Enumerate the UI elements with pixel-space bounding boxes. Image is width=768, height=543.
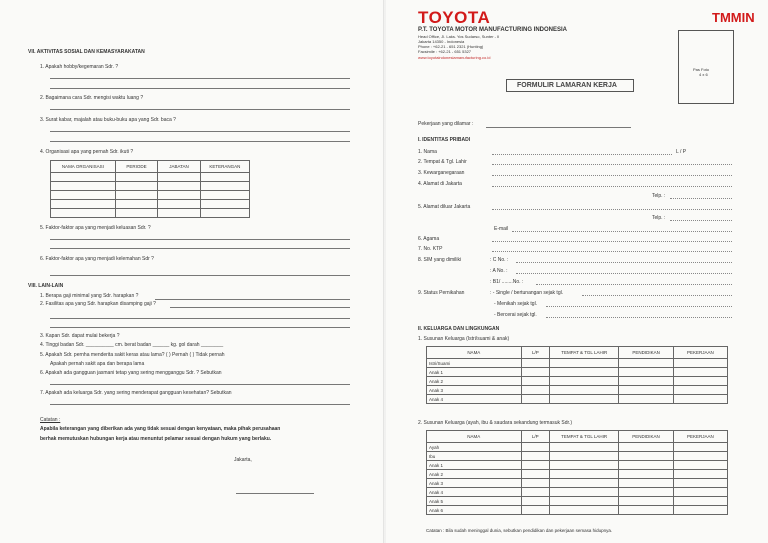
field-religion-label: 6. Agama bbox=[418, 236, 440, 242]
family-table-2 bbox=[426, 430, 728, 515]
tmmin-logo: TMMIN bbox=[712, 10, 755, 25]
table-row[interactable] bbox=[427, 497, 728, 506]
field-name-label: 1. Nama bbox=[418, 149, 437, 155]
family-table-1 bbox=[426, 346, 728, 404]
table-row[interactable] bbox=[51, 173, 250, 182]
question-height-weight: 4. Tinggi badan Sdr. __________ cm. berat badan ______ kg. gol darah ________ bbox=[40, 342, 224, 348]
question-family-health: 7. Apakah ada keluarga Sdr. yang sering menderapat gangguan kesehatan? Sebutkan bbox=[40, 390, 232, 396]
answer-line[interactable] bbox=[50, 141, 350, 142]
phone-label-1: Telp. : bbox=[652, 193, 666, 199]
table-row[interactable] bbox=[427, 488, 728, 497]
table-row[interactable] bbox=[427, 479, 728, 488]
signature-line[interactable] bbox=[236, 493, 314, 494]
table-row[interactable] bbox=[427, 443, 728, 452]
table-row[interactable] bbox=[51, 209, 250, 218]
email-field[interactable] bbox=[512, 231, 732, 232]
answer-line[interactable] bbox=[50, 318, 350, 319]
footnote: Catatan : Bila sudah meninggal dunia, sebutkan pendidikan dan pekerjaan semasa hidupnya. bbox=[426, 528, 613, 533]
gender-label: L / P bbox=[676, 149, 687, 155]
section-2-title: II. KELUARGA DAN LINGKUNGAN bbox=[418, 326, 500, 332]
row-label: Anak 2 bbox=[427, 470, 522, 479]
photo-label: Pas Foto bbox=[693, 67, 710, 72]
fam1-header-job: PEKERJAAN bbox=[673, 347, 727, 359]
org-header-position: JABATAN bbox=[158, 161, 201, 173]
row-label: Anak 1 bbox=[427, 368, 522, 377]
sim-b-field[interactable] bbox=[536, 284, 732, 285]
field-sim-label: 8. SIM yang dimiliki bbox=[418, 257, 462, 263]
fam2-header-name: NAMA bbox=[427, 431, 522, 443]
email-label: E-mail bbox=[494, 226, 509, 232]
table-row[interactable] bbox=[427, 461, 728, 470]
question-disability: 6. Apakah ada gangguan jasmani tetap yang sering mengganggu Sdr. ? Sebutkan bbox=[40, 370, 222, 376]
organization-table bbox=[50, 160, 250, 218]
fam2-header-birth: TEMPAT & TGL LAHIR bbox=[549, 431, 618, 443]
status-divorced: - Bercerai sejak tgl. bbox=[494, 312, 537, 318]
table-row[interactable] bbox=[427, 377, 728, 386]
field-marital-label: 9. Status Pernikahan bbox=[418, 290, 465, 296]
status-married: - Menikah sejak tgl. bbox=[494, 301, 538, 307]
status-divorced-field[interactable] bbox=[546, 317, 732, 318]
row-label: Anak 1 bbox=[427, 461, 522, 470]
address-line-1: Head Office, Jl. Laks. Yos Sudarso, Sunter - II bbox=[418, 34, 500, 39]
phone-field-1[interactable] bbox=[670, 198, 732, 199]
row-label: Anak 6 bbox=[427, 506, 522, 515]
org-header-note: KETERANGAN bbox=[200, 161, 249, 173]
name-field[interactable] bbox=[492, 154, 672, 155]
row-label: Anak 4 bbox=[427, 488, 522, 497]
website-link[interactable]: www.toyotaindonesiamanufacturing.co.id bbox=[418, 55, 491, 60]
answer-line[interactable] bbox=[50, 239, 350, 240]
table-row[interactable] bbox=[427, 368, 728, 377]
job-applied-field[interactable] bbox=[486, 127, 631, 128]
sim-b-label: : B1/ ........No. : bbox=[490, 279, 524, 285]
field-birth-label: 2. Tempat & Tgl. Lahir bbox=[418, 159, 467, 165]
row-label: Ayah bbox=[427, 443, 522, 452]
question-illness-detail: Apakah pernah sakit apa dan berapa lama bbox=[50, 361, 145, 367]
status-married-field[interactable] bbox=[546, 306, 732, 307]
section-1-title: I. IDENTITAS PRIBADI bbox=[418, 137, 471, 143]
answer-line[interactable] bbox=[50, 275, 350, 276]
answer-line[interactable] bbox=[50, 404, 350, 405]
answer-line[interactable] bbox=[50, 248, 350, 249]
question-organization: 4. Organisasi apa yang pernah Sdr. ikuti ? bbox=[40, 149, 134, 155]
family-1-title: 1. Susunan Keluarga (Istri/suami & anak) bbox=[418, 336, 510, 342]
address-outside-field[interactable] bbox=[492, 209, 732, 210]
fam1-header-name: NAMA bbox=[427, 347, 522, 359]
question-start-date: 3. Kapan Sdr. dapat mulai bekerja ? bbox=[40, 333, 120, 339]
question-illness: 5. Apakah Sdr. pernha menderita sakit keras atau lama? ( ) Pernah ( ) Tidak pernah bbox=[40, 352, 225, 358]
toyota-logo: TOYOTA bbox=[418, 8, 491, 27]
note-title: Catatan : bbox=[40, 417, 61, 423]
phone-field-2[interactable] bbox=[670, 220, 732, 221]
answer-line[interactable] bbox=[155, 299, 350, 300]
field-ktp-label: 7. No. KTP bbox=[418, 246, 443, 252]
field-address-outside-label: 5. Alamat diluar Jakarta bbox=[418, 204, 471, 210]
org-header-period: PERIODE bbox=[115, 161, 158, 173]
row-label: Anak 2 bbox=[427, 377, 522, 386]
field-address-jakarta-label: 4. Alamat di Jakarta bbox=[418, 181, 462, 187]
question-strengths: 5. Faktor-faktor apa yang menjadi keluasan Sdr. ? bbox=[40, 225, 151, 231]
question-min-salary: 1. Berapa gaji minimal yang Sdr. harapkan ? bbox=[40, 293, 139, 299]
question-weaknesses: 6. Faktor-faktor apa yang menjadi kelemahan Sdr ? bbox=[40, 256, 154, 262]
section-8-title: VIII. LAIN-LAIN bbox=[28, 283, 64, 289]
question-free-time: 2. Bagaimana cara Sdr. mengisi waktu luang ? bbox=[40, 95, 144, 101]
sim-a-label: : A No. : bbox=[490, 268, 508, 274]
company-name: P.T. TOYOTA MOTOR MANUFACTURING INDONESIA bbox=[418, 27, 568, 33]
fam2-header-gender: L/P bbox=[521, 431, 549, 443]
answer-line[interactable] bbox=[50, 109, 350, 110]
address-line-3: Phone : +62-21 - 651 2321 (Hunting) bbox=[418, 44, 484, 49]
address-jakarta-field[interactable] bbox=[492, 186, 732, 187]
address-line-4: Facsimile : +62-21 - 651 5327 bbox=[418, 49, 472, 54]
form-title: FORMULIR LAMARAN KERJA bbox=[517, 82, 617, 89]
fam2-header-job: PEKERJAAN bbox=[673, 431, 727, 443]
section-7-title: VII. AKTIVITAS SOSIAL DAN KEMASYARAKATAN bbox=[28, 49, 145, 55]
ktp-field[interactable] bbox=[492, 251, 732, 252]
table-row[interactable] bbox=[427, 506, 728, 515]
fam2-header-education: PENDIDIKAN bbox=[619, 431, 673, 443]
row-label: Anak 3 bbox=[427, 386, 522, 395]
photo-size: 4 x 6 bbox=[699, 72, 708, 77]
answer-line[interactable] bbox=[170, 307, 350, 308]
table-row[interactable] bbox=[51, 191, 250, 200]
table-row[interactable] bbox=[427, 359, 728, 368]
note-line-1: Apabila keterangan yang diberikan ada yang tidak sesuai dengan kenyataan, maka pihak perusahaan bbox=[40, 426, 281, 432]
page-right bbox=[386, 0, 768, 543]
table-row[interactable] bbox=[427, 386, 728, 395]
question-facilities: 2. Fasilitas apa yang Sdr. harapkan disamping gaji ? bbox=[40, 301, 156, 307]
address-line-2: Jakarta 14350 - Indonesia bbox=[418, 39, 465, 44]
org-header-name: NAMA ORGANISASI bbox=[51, 161, 116, 173]
field-nationality-label: 3. Kewarganegaraan bbox=[418, 170, 465, 176]
job-applied-label: Pekerjaan yang dilamar : bbox=[418, 121, 474, 127]
sim-a-field[interactable] bbox=[516, 273, 732, 274]
status-single-field[interactable] bbox=[582, 295, 732, 296]
table-row[interactable] bbox=[427, 452, 728, 461]
answer-line[interactable] bbox=[50, 384, 350, 385]
answer-line[interactable] bbox=[50, 78, 350, 79]
photo-box bbox=[678, 30, 734, 104]
row-label: Anak 5 bbox=[427, 497, 522, 506]
answer-line[interactable] bbox=[50, 131, 350, 132]
nationality-field[interactable] bbox=[492, 175, 732, 176]
birth-field[interactable] bbox=[492, 164, 732, 165]
phone-label-2: Telp. : bbox=[652, 215, 666, 221]
table-row[interactable] bbox=[51, 200, 250, 209]
question-hobby: 1. Apakah hobby/kegemaran Sdr. ? bbox=[40, 64, 119, 70]
fam1-header-education: PENDIDIKAN bbox=[619, 347, 673, 359]
religion-field[interactable] bbox=[492, 241, 732, 242]
family-2-title: 2. Susunan Keluarga (ayah, ibu & saudara sekandung termasuk Sdr.) bbox=[418, 420, 572, 426]
sim-c-label: : C No. : bbox=[490, 257, 509, 263]
fam1-header-birth: TEMPAT & TGL LAHIR bbox=[550, 347, 619, 359]
note-line-2: berhak memutuskan hubungan kerja atau menuntut pelamar sesuai dengan hukum yang berlaku. bbox=[40, 436, 272, 442]
row-label: Ibu bbox=[427, 452, 522, 461]
row-label: Anak 4 bbox=[427, 395, 522, 404]
place-date: Jakarta, bbox=[234, 457, 252, 463]
answer-line[interactable] bbox=[50, 327, 350, 328]
status-single: : - Single / bertunangan sejak tgl. bbox=[490, 290, 564, 296]
sim-c-field[interactable] bbox=[516, 262, 732, 263]
table-row[interactable] bbox=[427, 395, 728, 404]
row-label: Istri/Suami bbox=[427, 359, 522, 368]
fam1-header-gender: L/P bbox=[521, 347, 549, 359]
table-row[interactable] bbox=[427, 470, 728, 479]
answer-line[interactable] bbox=[50, 88, 350, 89]
question-reading: 3. Surat kabar, majalah atau buku-buku apa yang Sdr. baca ? bbox=[40, 117, 176, 123]
table-row[interactable] bbox=[51, 182, 250, 191]
row-label: Anak 3 bbox=[427, 479, 522, 488]
form-title-box bbox=[506, 79, 634, 92]
